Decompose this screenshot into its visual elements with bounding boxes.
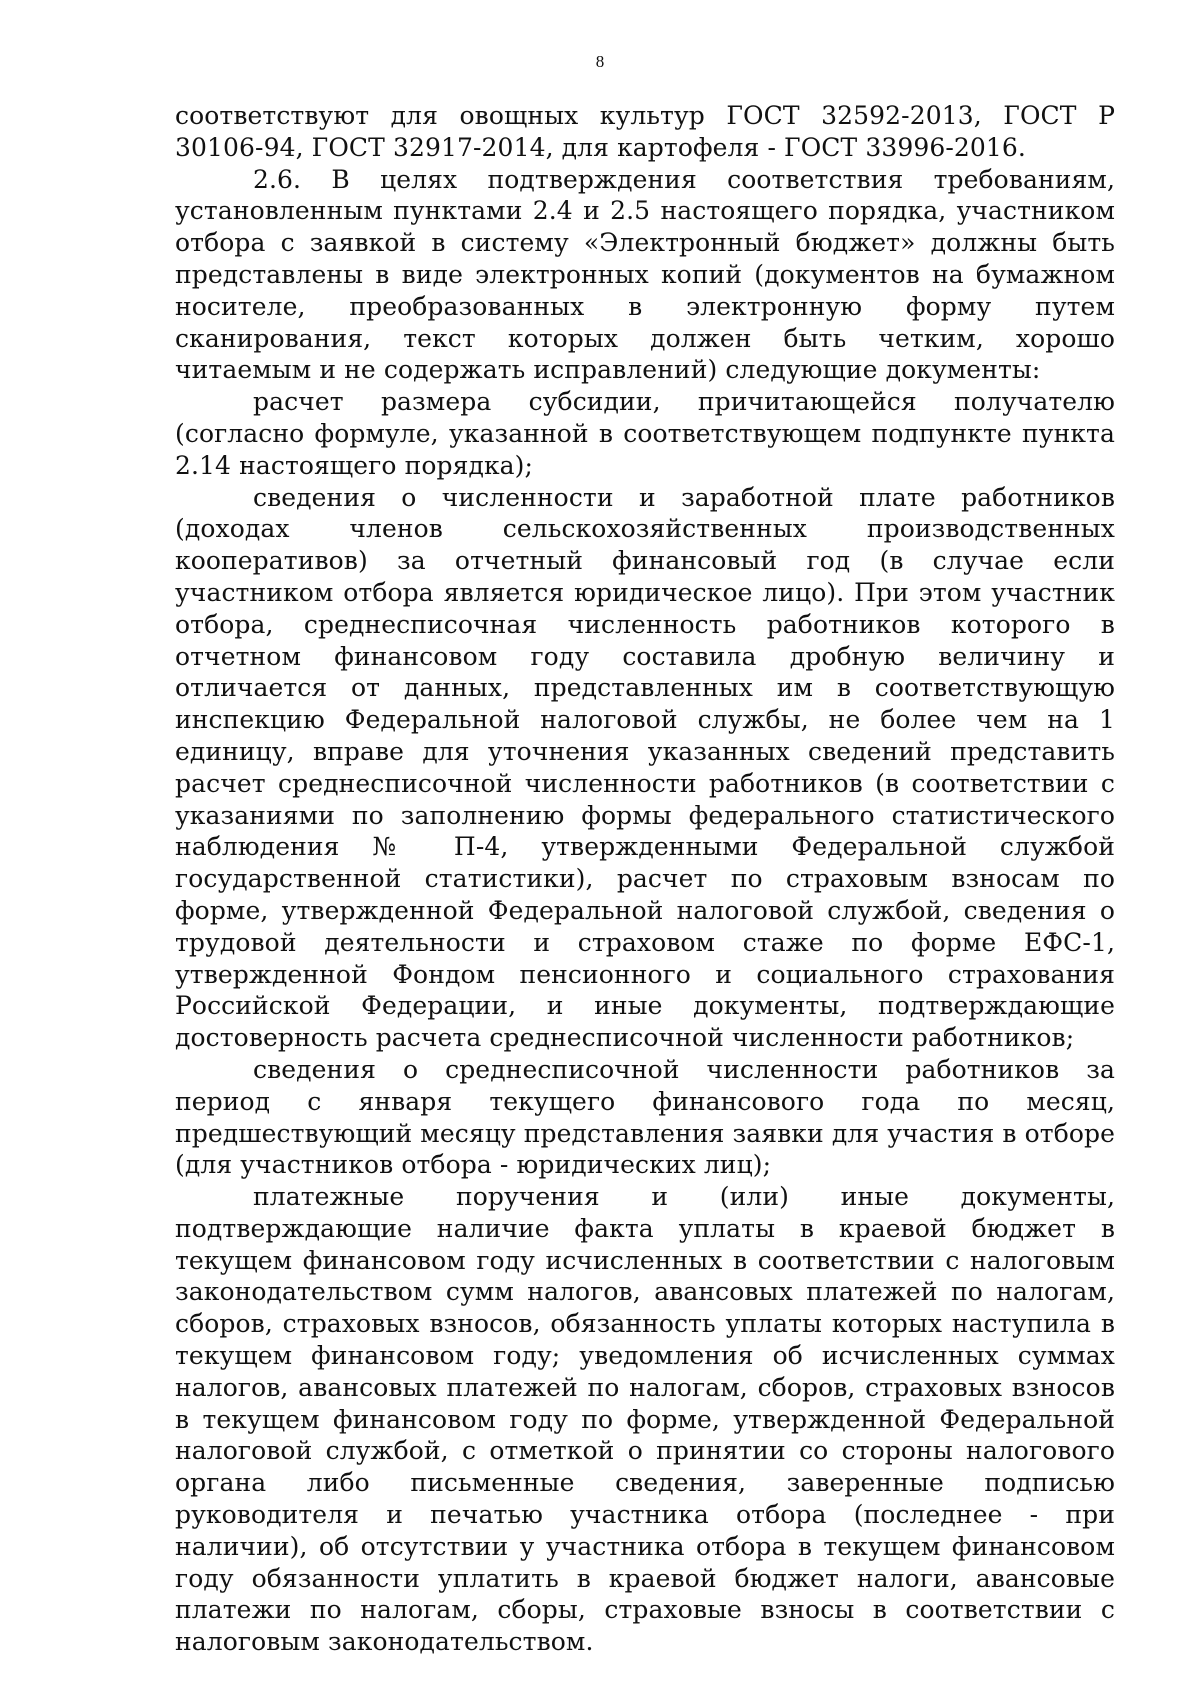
paragraph-subsidy-calculation: расчет размера субсидии, причитающейся получателю (согласно формуле, указанной в соответствующем подпункте пункта 2.14 настоящего порядка); <box>175 387 1115 480</box>
paragraph-payment-orders: платежные поручения и (или) иные документы, подтверждающие наличие факта уплаты в краевой бюджет в текущем финансовом году исчисленных в соответствии с налоговым законодательством сумм налогов, авансовых платежей по налогам, сборов, страховых взносов, обязанность уплаты которых наступила в текущем финансовом году; уведомления об исчисленных суммах налогов, авансовых платежей по налогам, сборов, страховых взносов в текущем финансовом году по форме, утвержденной Федеральной налоговой службой, с отметкой о принятии со стороны налогового органа либо письменные сведения, заверенные подписью руководителя и печатью участника отбора (последнее - при наличии), об отсутствии у участника отбора в текущем финансовом году обязанности уплатить в краевой бюджет налоги, авансовые платежи по налогам, сборы, страховые взносы в соответствии с налоговым законодательством. <box>175 1182 1115 1657</box>
paragraph-2-6: 2.6. В целях подтверждения соответствия требованиям, установленным пунктами 2.4 и 2.5 настоящего порядка, участником отбора с заявкой в систему «Электронный бюджет» должны быть представлены в виде электронных копий (документов на бумажном носителе, преобразованных в электронную форму путем сканирования, текст которых должен быть четким, хорошо читаемым и не содержать исправлений) следующие документы: <box>175 164 1115 385</box>
paragraph-continuation-gost: соответствуют для овощных культур ГОСТ 32592-2013, ГОСТ Р 30106-94, ГОСТ 32917-2014, для картофеля - ГОСТ 33996-2016. <box>175 101 1115 162</box>
page-number: 8 <box>595 52 605 71</box>
document-body <box>175 100 1115 1658</box>
paragraph-employee-info: сведения о численности и заработной плате работников (доходах членов сельскохозяйственных производственных кооперативов) за отчетный финансовый год (в случае если участником отбора является юридическое лицо). При этом участник отбора, среднесписочная численность работников которого в отчетном финансовом году составила дробную величину и отличается от данных, представленных им в соответствующую инспекцию Федеральной налоговой службы, не более чем на 1 единицу, вправе для уточнения указанных сведений представить расчет среднесписочной численности работников (в соответствии с указаниями по заполнению формы федерального статистического наблюдения № П-4, утвержденными Федеральной службой государственной статистики), расчет по страховым взносам по форме, утвержденной Федеральной налоговой службой, сведения о трудовой деятельности и страховом стаже по форме ЕФС-1, утвержденной Фондом пенсионного и социального страхования Российской Федерации, и иные документы, подтверждающие достоверность расчета среднесписочной численности работников; <box>175 482 1115 1053</box>
paragraph-average-headcount: сведения о среднесписочной численности работников за период с января текущего финансового года по месяц, предшествующий месяцу представления заявки для участия в отборе (для участников отбора - юридических лиц); <box>175 1054 1115 1180</box>
